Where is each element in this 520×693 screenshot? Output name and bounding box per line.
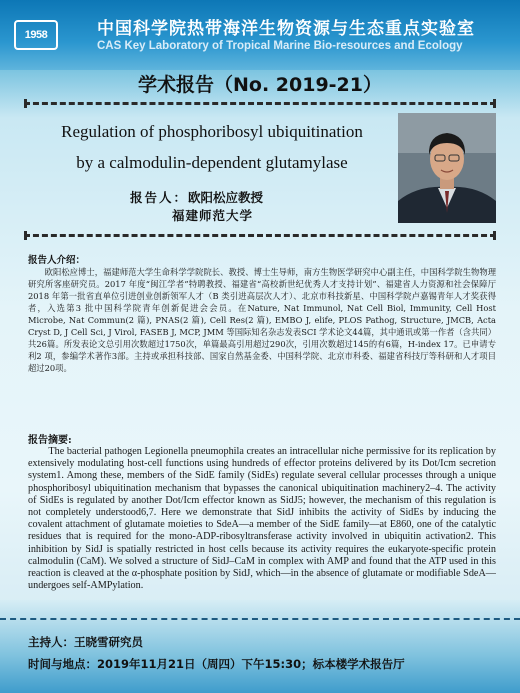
speaker-label: 报告人： xyxy=(130,190,189,205)
speaker-portrait-icon xyxy=(398,113,496,223)
bio-text xyxy=(28,266,496,374)
speaker-photo xyxy=(398,113,496,223)
bio-heading: 报告人介绍： xyxy=(28,255,86,266)
abstract-heading: 报告摘要: xyxy=(28,435,72,446)
host-line: 主持人：王晓雪研究员 xyxy=(28,635,143,649)
divider-bottom xyxy=(0,618,520,620)
report-title: 学术报告（No. 2019-21） xyxy=(138,74,382,96)
talk-title-line1: Regulation of phosphoribosyl ubiquitination xyxy=(61,122,363,141)
institute-name-en: CAS Key Laboratory of Tropical Marine Bio-resources and Ecology xyxy=(97,40,463,52)
abstract-paragraph: The bacterial pathogen Legionella pneumophila creates an intracellular niche permissive for its replication by extensively modulating host-cell functions using hundreds of effector proteins delivered by its Dot/Icm secretion system1. Among these, members of the SidE family (SidEs) regulate several cellular processes through a unique phosphoribosyl ubiquitination mechanism that bypasses the canonical ubiquitination machinery2–4. The activity of SidEs is regulated by another Dot/Icm effector known as SidJ5; however, the mechanism of this regulation is not completely understood6,7. Here we demonstrate that SidJ inhibits the activity of SidEs by inducing the covalent attachment of glutamate moieties to SdeA—a member of the SidE family—at E860, one of the catalytic residues that is required for the mono-ADP-ribosyltransferase activity involved in ubiquitin activation2. This inhibition by SidJ is spatially restricted in host cells because its activity requires the eukaryote-specific protein calmodulin (CaM). We solved a structure of SidJ–CaM in complex with AMP and found that the ATP used in this reaction is cleaved at the α-phosphate position by SidJ, which—in the absence of glutamate or modifiable SdeA—undergoes self-AMPylation. xyxy=(28,446,496,592)
speaker-line xyxy=(130,188,263,207)
logo-text: 1958 xyxy=(24,29,48,41)
abstract-text xyxy=(28,446,496,592)
divider-middle xyxy=(24,234,496,237)
talk-title-line2: by a calmodulin-dependent glutamylase xyxy=(76,153,348,172)
bio-paragraph: 欧阳松应博士，福建师范大学生命科学学院院长、教授、博士生导师，南方生物医学研究中心副主任，中国科学院生物物理研究所客座研究员。2017 年度“闽江学者”特聘教授、福建省“高校新世纪优秀人才支持计划”、福建省人力资源和社会保障厅2018 年第一批省直单位引进创业创新领军人才（B 类引进高层次人才）、北京市科技新星、中国科学院卢嘉锡青年人才奖获得者，入选第3 批中国科学院青年创新促进会会员。在Nature, Nat Immunol, Nat Cell Biol, Immunity, Cell Host Microbe, Nat Commun(2 篇), PNAS(2 篇), Cell Res(2 篇), EMBO J, elife, PLOS Pathog, Structure, JMCB, Acta Cryst D, J Cell Sci, J Virol, FASEB J, MCP, JMM 等国际知名杂志发表SCI 学术论文44篇，其中通讯或第一作者（含共同）共26篇。所发表论文总引用次数超过1750次，单篇最高引用超过290次，引用次数超过145的有6篇，H-index 17。已申请专利2 项，参编学术著作3部。主持或承担科技部、国家自然基金委、中国科学院、北京市科委、福建省科技厅等科研和人才项目超过20项。 xyxy=(28,267,496,373)
speaker-affiliation: 福建师范大学 xyxy=(172,208,254,223)
institute-logo xyxy=(14,20,58,50)
divider-top xyxy=(24,102,496,105)
institute-name-cn: 中国科学院热带海洋生物资源与生态重点实验室 xyxy=(97,19,475,39)
time-place-line: 时间与地点：2019年11月21日（周四）下午15:30；标本楼学术报告厅 xyxy=(28,657,405,671)
speaker-name: 欧阳松应教授 xyxy=(188,190,264,205)
